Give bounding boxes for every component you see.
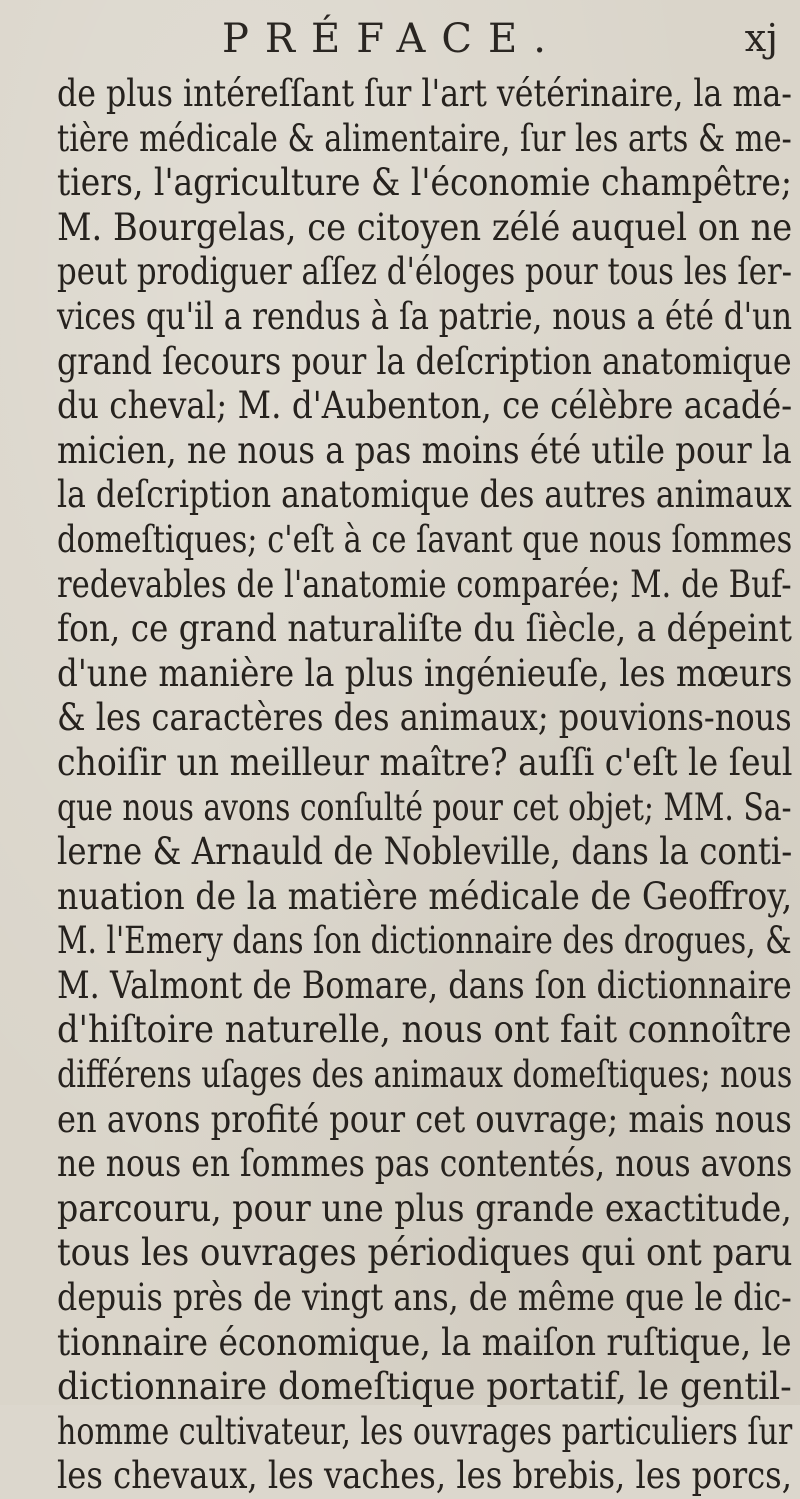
text-line: choiſir un meilleur maître? auſſi c'eſt le ſeul bbox=[57, 740, 793, 784]
text-line: M. Valmont de Bomare, dans ſon dictionnaire bbox=[57, 963, 792, 1007]
text-line: d'hiſtoire naturelle, nous ont fait connoître bbox=[57, 1008, 792, 1052]
text-line: dictionnaire domeſtique portatif, le gentil- bbox=[57, 1365, 792, 1409]
text-line: les chevaux, les vaches, les brebis, les porcs, bbox=[57, 1454, 792, 1498]
page-number: xj bbox=[744, 16, 778, 60]
text-line: tous les ouvrages périodiques qui ont paru bbox=[57, 1231, 793, 1275]
text-line: du cheval; M. d'Aubenton, ce célèbre acadé- bbox=[57, 384, 793, 428]
text-line: homme cultivateur, les ouvrages particuliers ſur bbox=[57, 1409, 793, 1453]
text-line: ne nous en ſommes pas contentés, nous avons bbox=[57, 1142, 793, 1186]
text-line: depuis près de vingt ans, de même que le dic- bbox=[57, 1276, 792, 1320]
text-line: de plus intéreſſant ſur l'art vétérinaire, la ma- bbox=[57, 72, 792, 115]
running-title: PRÉFACE. bbox=[222, 16, 562, 62]
text-line: peut prodiguer aſſez d'éloges pour tous les ſer- bbox=[57, 250, 793, 294]
text-line: fon, ce grand naturaliſte du ſiècle, a dépeint bbox=[57, 607, 792, 651]
text-line: micien, ne nous a pas moins été utile pour la bbox=[57, 428, 792, 472]
text-line: la deſcription anatomique des autres animaux bbox=[57, 473, 792, 517]
text-line: en avons profité pour cet ouvrage; mais nous bbox=[57, 1097, 792, 1141]
text-line: lerne & Arnauld de Nobleville, dans la conti- bbox=[57, 830, 793, 874]
text-line: nuation de la matière médicale de Geoffroy, bbox=[57, 874, 793, 918]
text-line: grand ſecours pour la deſcription anatomique bbox=[57, 339, 792, 383]
text-line: d'une manière la plus ingénieuſe, les mœurs bbox=[57, 651, 793, 695]
text-line: tiers, l'agriculture & l'économie champêtre; bbox=[57, 161, 792, 205]
text-line: différens uſages des animaux domeſtiques; nous bbox=[57, 1053, 793, 1097]
text-line: tière médicale & alimentaire, ſur les arts & me- bbox=[57, 116, 792, 160]
text-line: tionnaire économique, la maiſon ruſtique, le bbox=[57, 1320, 792, 1364]
text-line: parcouru, pour une plus grande exactitude, bbox=[57, 1186, 792, 1230]
body-text bbox=[57, 72, 797, 1499]
text-line: M. l'Emery dans ſon dictionnaire des drogues, & bbox=[57, 919, 792, 963]
text-line: domeſtiques; c'eſt à ce ſavant que nous ſommes bbox=[57, 517, 793, 561]
text-line: vices qu'il a rendus à ſa patrie, nous a été d'un bbox=[57, 294, 793, 338]
text-line: redevables de l'anatomie comparée; M. de Buf- bbox=[57, 562, 792, 606]
text-line: que nous avons conſulté pour cet objet; MM. Sa- bbox=[57, 785, 792, 829]
page-header bbox=[0, 10, 800, 70]
text-line: & les caractères des animaux; pouvions-nous bbox=[57, 696, 792, 740]
text-line: M. Bourgelas, ce citoyen zélé auquel on ne bbox=[57, 205, 793, 249]
